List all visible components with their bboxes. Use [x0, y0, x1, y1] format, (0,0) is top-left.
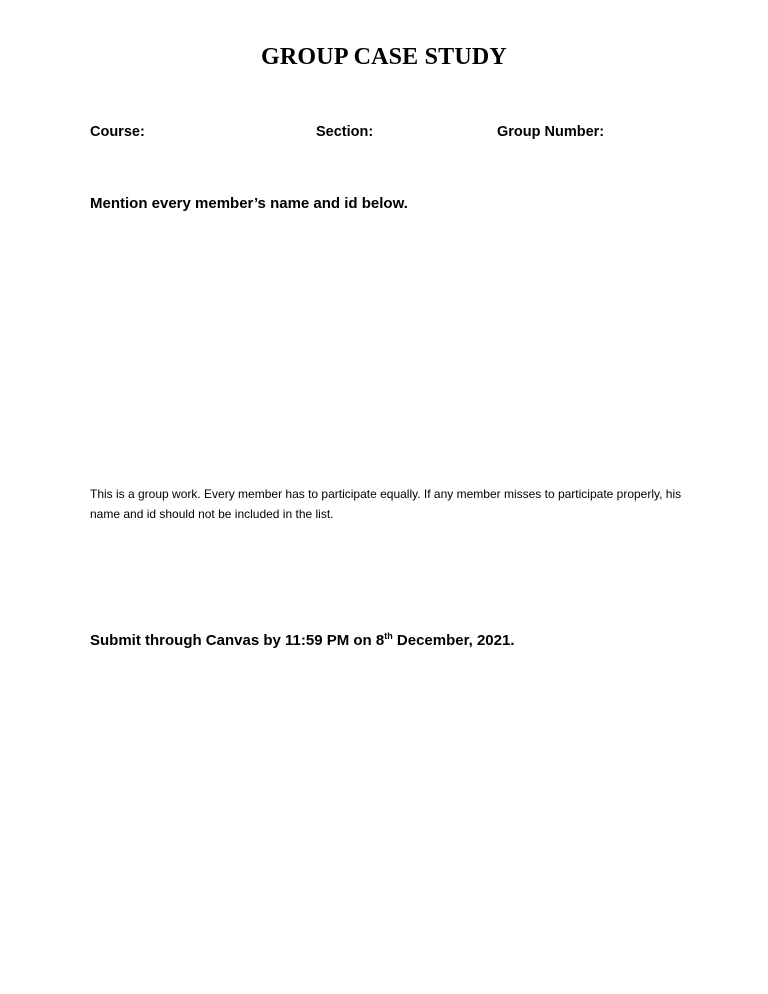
participation-note: This is a group work. Every member has to participate equally. If any member misses to participate properly, his name and id should not be included in the list.: [90, 487, 682, 521]
course-label: Course:: [90, 124, 145, 140]
header-fields: [90, 124, 690, 144]
group-number-label: Group Number:: [497, 124, 605, 140]
document-title: GROUP CASE STUDY: [261, 44, 507, 70]
deadline-prefix: Submit through Canvas by 11:59 PM on 8: [90, 632, 385, 649]
deadline-suffix: December, 2021.: [392, 632, 515, 649]
submission-deadline: [90, 632, 515, 649]
deadline-ordinal-suffix: th: [384, 631, 393, 641]
member-instruction: Mention every member’s name and id below.: [90, 195, 408, 212]
section-label: Section:: [316, 124, 374, 140]
